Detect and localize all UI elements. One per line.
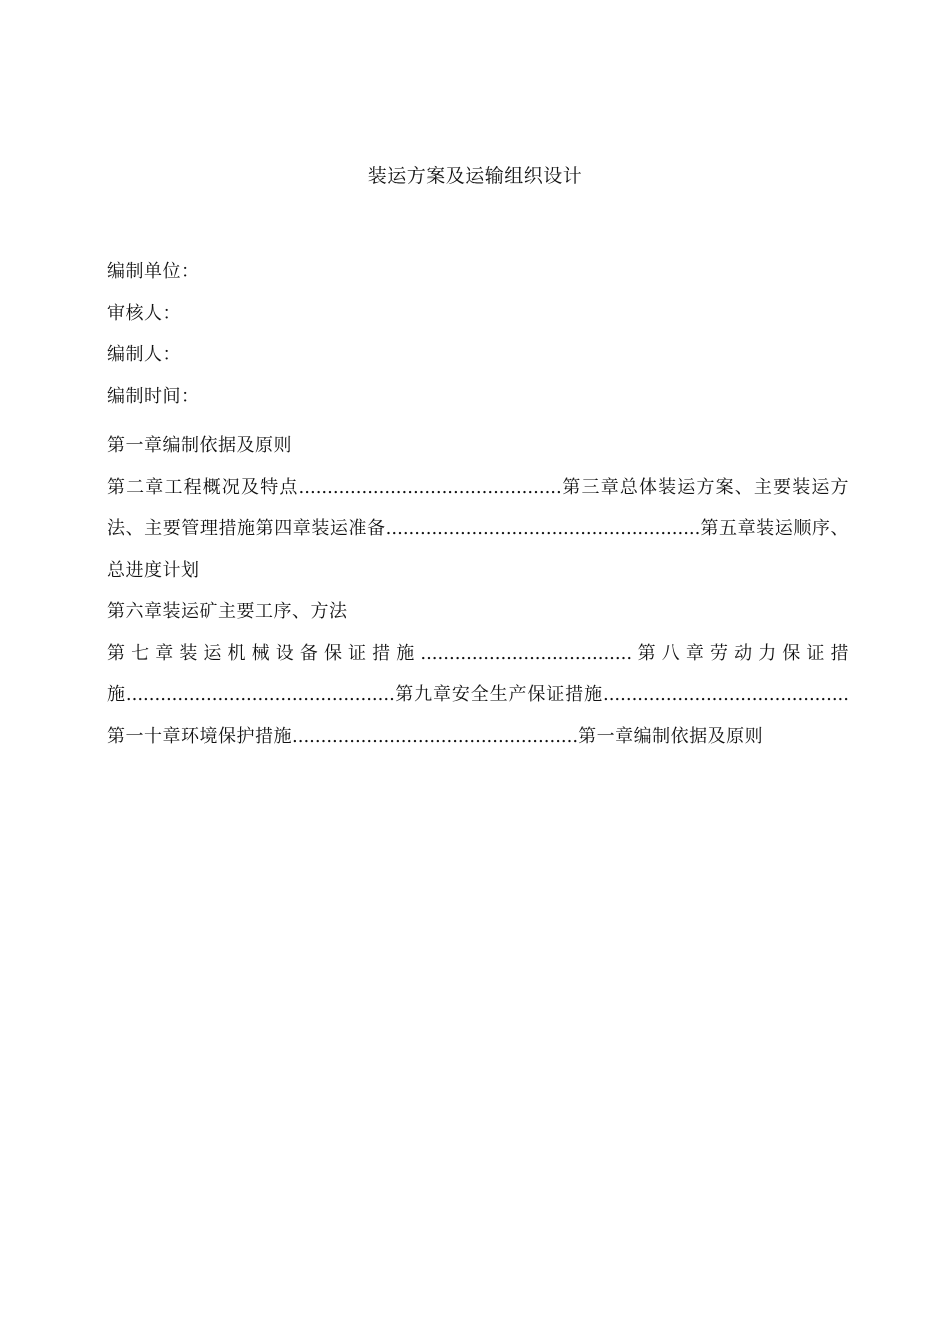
toc-chapters-3-4: 第三章总体装运方案、主要装运方法、主要管理措施第四章装运准备 [107,476,850,539]
toc-chapter-10: 第一十章环境保护措施 [107,725,292,747]
toc-leader-dots: .............................................. [298,476,562,498]
compiling-unit-label: 编制单位： [107,261,200,282]
toc-chapter-7: 第七章装运机械设备保证措施 [107,642,421,664]
reviewer-label: 审核人： [107,303,181,324]
toc-chapter-1-repeat: 第一章编制依据及原则 [578,725,764,747]
toc-leader-dots: .................................................. [292,725,579,747]
toc-leader-dots: ........................................... [602,684,850,705]
toc-paragraph-chapters-7-10 [107,633,849,758]
toc-chapter-8: 第八章劳动力保证措施 [107,642,850,705]
toc-paragraph-chapters-2-5 [107,467,849,592]
toc-leader-dots: ............................................... [125,684,395,705]
author-label: 编制人： [107,344,181,365]
toc-chapter-2: 第二章工程概况及特点 [107,476,299,498]
toc-chapter-5: 第五章装运顺序、总进度计划 [107,518,849,581]
table-of-contents [107,425,849,757]
toc-chapter-6: 第六章装运矿主要工序、方法 [107,601,348,622]
toc-leader-dots: ..................................... [420,642,633,664]
toc-leader-dots: ....................................................... [385,518,701,539]
document-title: 装运方案及运输组织设计 [367,165,583,187]
compile-date-label: 编制时间： [107,386,200,407]
toc-chapter-1: 第一章编制依据及原则 [107,435,292,456]
toc-chapter-9: 第九章安全生产保证措施 [394,684,603,705]
